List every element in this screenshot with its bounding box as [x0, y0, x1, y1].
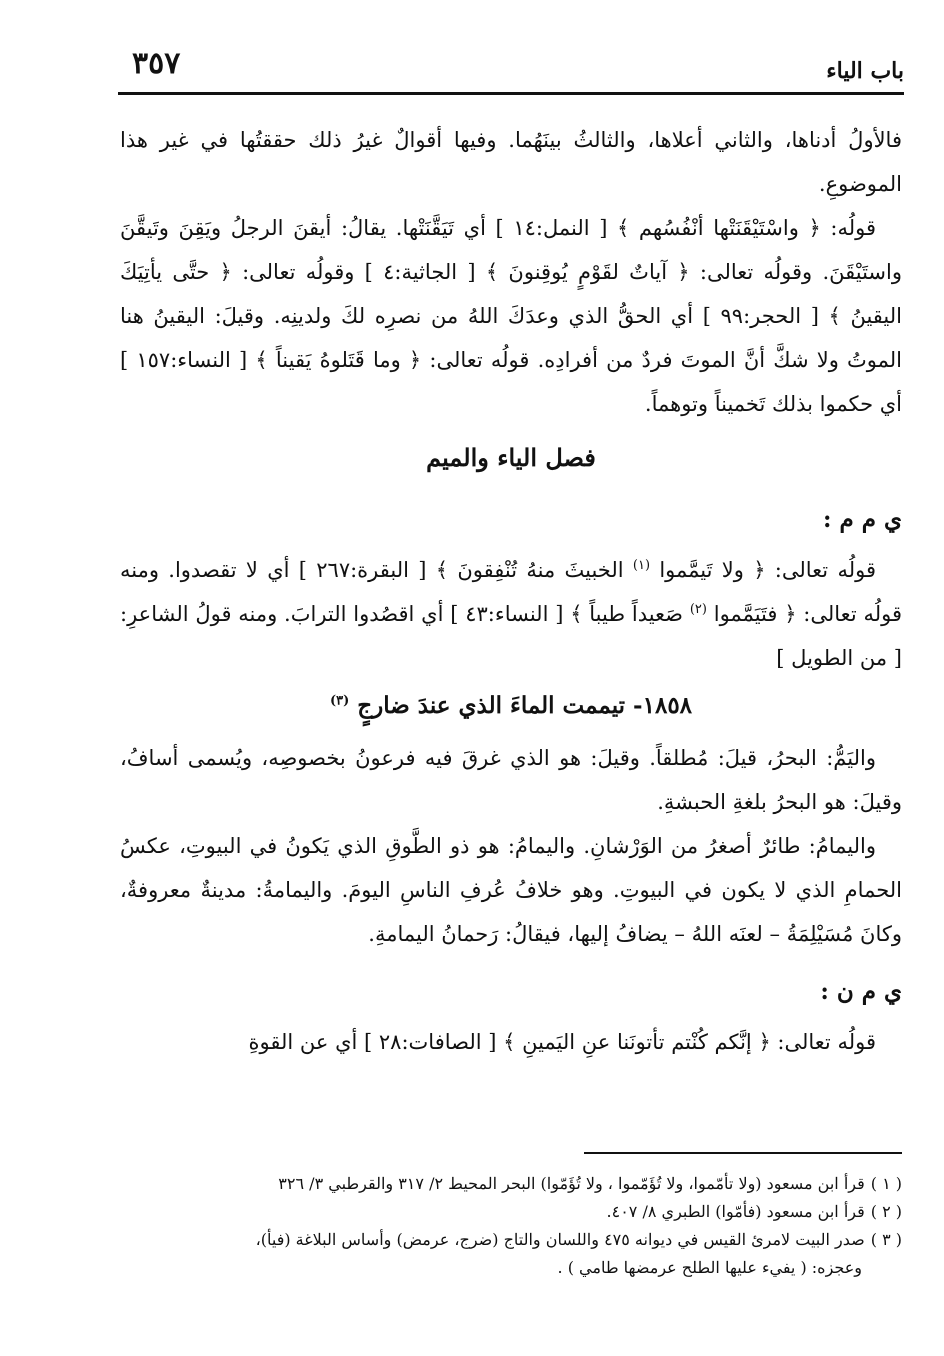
- main-text: [120, 118, 902, 1064]
- footnote-2-number: ( ٢ ): [870, 1202, 902, 1221]
- footnote-3-number: ( ٣ ): [870, 1230, 902, 1249]
- paragraph-5: واليمامُ: طائرٌ أصغرُ من الوَرْشانِ. واليمامُ: هو ذو الطَّوقِ الذي يَكونُ في البيوتِ، عكسُ الحمامِ الذي لا يكون في البيوتِ. وهو خلافُ عُرفِ الناسِ اليومَ. واليمامةُ: مدينةٌ معروفةٌ، وكانَ مُسَيْلِمَةُ – لعنَه اللهُ – يضافُ إليها، فيقالُ: رَحمانُ اليمامةِ.: [120, 834, 902, 946]
- footnote-2-text: قرأ ابن مسعود (فأمّوا) الطبري ٨/ ٤٠٧.: [606, 1202, 865, 1221]
- section-title: فصل الياء والميم: [426, 443, 596, 472]
- footnote-ref-2: (٢): [689, 602, 707, 617]
- chapter-title: باب الياء: [826, 58, 904, 84]
- footnote-1: [120, 1170, 902, 1198]
- footnote-ref-1: (١): [632, 558, 651, 573]
- paragraph-3-part-2: الخبيثَ منهُ تُنْفِقونَ ﴾ [ البقرة:٢٦٧ ] أي لا تقصدوا. ومنه قولُه تعالى: ﴿ فتَيَمَّموا: [120, 558, 902, 626]
- paragraph-3: [120, 548, 902, 680]
- root-heading-ymm: ي م م :: [823, 506, 902, 533]
- footnote-1-text: قرأ ابن مسعود (ولا تأمّموا، ولا تُؤَمّموا ، ولا تُؤَمّوا) البحر المحيط ٢/ ٣١٧ والقرطبي ٣/ ٣٢٦: [278, 1174, 865, 1193]
- paragraph-2: قولُه: ﴿ واسْتَيْقَنَتْها أنْفُسُهم ﴾ [ النمل:١٤ ] أي تَيَقَّنَتْها. يقالُ: أيقنَ الرجلُ ويَقِنَ وتَيقَّنَ واستَيْقَنَ. وقولُه تعالى: ﴿ آياتٌ لقَوْمٍ يُوقِنونَ ﴾ [ الجاثية:٤ ] وقولُه تعالى: ﴿ حتَّى يأتِيَكَ اليقينُ ﴾ [ الحجر:٩٩ ] أي الحقُّ الذي وعدَكَ اللهُ من نصرِه لكَ ولدينِه. وقيلَ: اليقينُ هنا الموتُ ولا شكَّ أنَّ الموتَ فردٌ من أفرادِه. قولُه تعالى: ﴿ وما قَتَلوهُ يَقيناً ﴾ [ النساء:١٥٧ ] أي حكموا بذلك تَخميناً وتوهماً.: [120, 216, 902, 416]
- page-number: ٣٥٧: [132, 46, 181, 81]
- verse-text: ١٨٥٨- تيممت الماءَ الذي عندَ ضارجٍ: [357, 692, 693, 719]
- footnote-3-text: صدر البيت لامرئ القيس في ديوانه ٤٧٥ واللسان والتاج (ضرج، عرمض) وأساس البلاغة (فيأ)،: [255, 1230, 865, 1249]
- footnote-3: [120, 1226, 902, 1254]
- paragraph-6: قولُه تعالى: ﴿ إنَّكم كُنْتم تأتونَنا عنِ اليَمينِ ﴾ [ الصافات:٢٨ ] أي عن القوةِ: [248, 1030, 876, 1054]
- header-rule: [118, 92, 904, 95]
- footnote-ref-3: (٣): [329, 693, 350, 709]
- paragraph-1: فالأولُ أدناها، والثاني أعلاها، والثالثُ بينَهُما. وفيها أقوالٌ غيرُ ذلك حققتُها في غير هذا الموضوعِ.: [120, 128, 902, 196]
- footnote-2: [120, 1198, 902, 1226]
- paragraph-3-part-3: صَعيداً طيباً ﴾ [ النساء:٤٣ ] أي اقصُدوا الترابَ. ومنه قولُ الشاعرِ: [ من الطويل ]: [120, 602, 902, 670]
- footnote-rule: [584, 1152, 902, 1154]
- footnote-3-continuation: وعجزه: ( يفيء عليها الطلح عرمضها طامي ) .: [557, 1258, 862, 1277]
- footnotes: [120, 1170, 902, 1282]
- poetry-verse: [120, 684, 902, 728]
- page-header: [118, 44, 904, 88]
- root-heading-ymn: ي م ن :: [820, 978, 902, 1005]
- footnote-1-number: ( ١ ): [870, 1174, 902, 1193]
- paragraph-3-part-1: قولُه تعالى: ﴿ ولا تَيمَّموا: [659, 558, 876, 582]
- paragraph-4: واليَمُّ: البحرُ، قيلَ: مُطلقاً. وقيلَ: هو الذي غرقَ فيه فرعونُ بخصوصِه، ويُسمى أسافُ، وقيلَ: هو البحرُ بلغةِ الحبشةِ.: [120, 746, 902, 814]
